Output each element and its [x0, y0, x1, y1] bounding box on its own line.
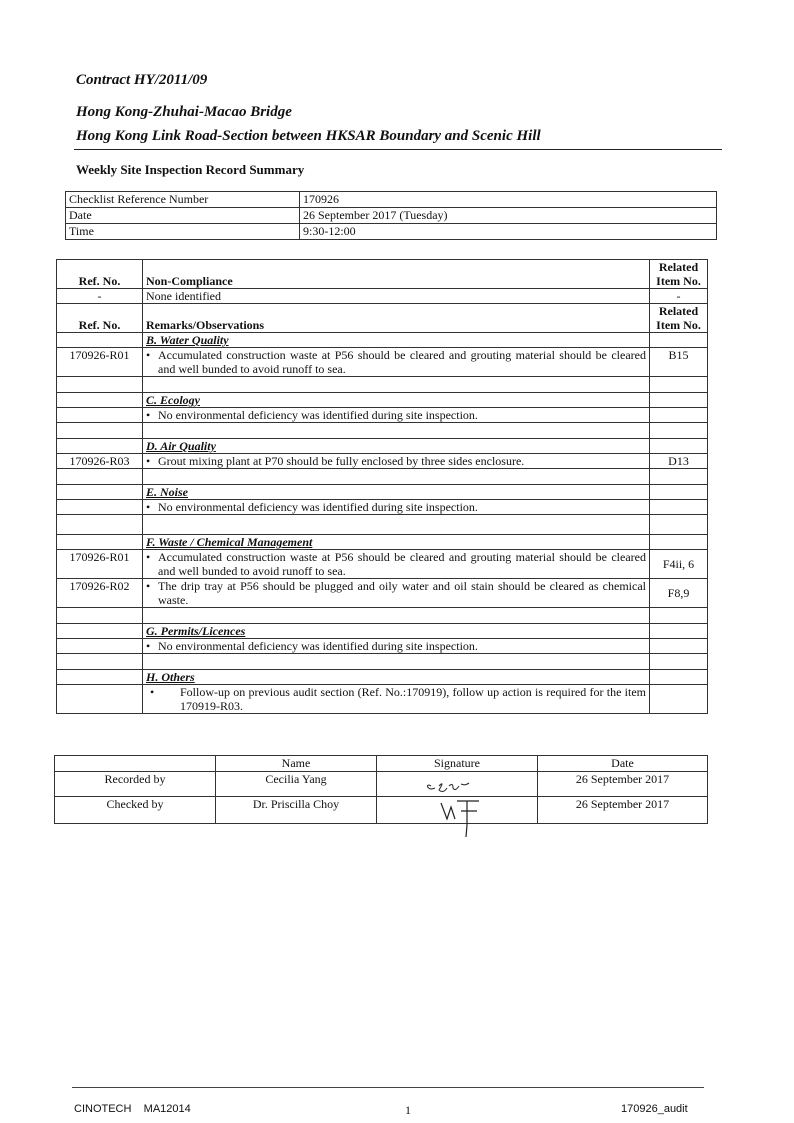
signoff-row: [55, 772, 708, 797]
signoff-row: [55, 797, 708, 824]
table-row: [57, 685, 708, 714]
footer-file-ref: 170926_audit: [621, 1103, 688, 1115]
desc-cell: • Follow-up on previous audit section (Ref. No.:170919), follow up action is required for the item 170919-R03.: [143, 685, 650, 714]
remarks-header-row: [57, 304, 708, 333]
col-remarks-header: Remarks/Observations: [143, 304, 650, 333]
desc-cell: • No environmental deficiency was identified during site inspection.: [143, 639, 650, 654]
handwritten-signature-icon: [417, 797, 497, 823]
info-row: [66, 224, 717, 240]
header-divider: [74, 149, 722, 150]
signature-header: Signature: [377, 756, 538, 772]
project-title-line1: Hong Kong-Zhuhai-Macao Bridge: [76, 104, 292, 120]
section-row-waste: [57, 535, 708, 550]
page-number: 1: [405, 1103, 411, 1117]
table-row: [57, 289, 708, 304]
role-cell: Recorded by: [55, 772, 216, 797]
name-cell: Cecilia Yang: [216, 772, 377, 797]
section-row-noise: [57, 485, 708, 500]
item-cell: -: [650, 289, 708, 304]
section-title: H. Others: [143, 670, 650, 685]
ref-cell: 170926-R03: [57, 454, 143, 469]
document-subtitle: Weekly Site Inspection Record Summary: [76, 162, 305, 177]
item-cell: F4ii, 6: [650, 550, 708, 579]
desc-cell: • No environmental deficiency was identified during site inspection.: [143, 500, 650, 515]
table-row: [57, 408, 708, 423]
date-cell: 26 September 2017: [538, 797, 708, 824]
col-item-header: Related Item No.: [650, 260, 708, 289]
table-row: [57, 639, 708, 654]
role-cell: Checked by: [55, 797, 216, 824]
section-row-permits: [57, 624, 708, 639]
footer-divider: [72, 1087, 704, 1088]
section-row-others: [57, 670, 708, 685]
col-item-header: Related Item No.: [650, 304, 708, 333]
desc-cell: None identified: [143, 289, 650, 304]
info-value: 9:30-12:00: [300, 224, 717, 240]
info-row: [66, 208, 717, 224]
desc-cell: • Accumulated construction waste at P56 should be cleared and grouting material should be cleared and well bunded to avoid runoff to sea.: [143, 348, 650, 377]
signature-cell: [377, 797, 538, 824]
date-header: Date: [538, 756, 708, 772]
table-row: [57, 500, 708, 515]
section-row-water: [57, 333, 708, 348]
info-value: 26 September 2017 (Tuesday): [300, 208, 717, 224]
table-row: [57, 454, 708, 469]
signoff-table: [54, 755, 708, 824]
item-cell: B15: [650, 348, 708, 377]
info-row: [66, 192, 717, 208]
handwritten-signature-icon: [417, 772, 497, 794]
section-title: D. Air Quality: [143, 439, 650, 454]
section-title: G. Permits/Licences: [143, 624, 650, 639]
desc-cell: • The drip tray at P56 should be plugged and oily water and oil stain should be cleared as chemical waste.: [143, 579, 650, 608]
date-cell: 26 September 2017: [538, 772, 708, 797]
section-title: C. Ecology: [143, 393, 650, 408]
info-label: Time: [66, 224, 300, 240]
info-table: [65, 191, 717, 240]
ref-cell: 170926-R01: [57, 348, 143, 377]
signature-cell: [377, 772, 538, 797]
table-row: [57, 348, 708, 377]
footer-company: CINOTECH MA12014: [74, 1103, 191, 1115]
col-ref-header: Ref. No.: [57, 304, 143, 333]
col-ref-header: Ref. No.: [57, 260, 143, 289]
ref-cell: 170926-R02: [57, 579, 143, 608]
desc-cell: • No environmental deficiency was identified during site inspection.: [143, 408, 650, 423]
section-row-air: [57, 439, 708, 454]
section-title: B. Water Quality: [143, 333, 650, 348]
table-row: [57, 579, 708, 608]
item-cell: D13: [650, 454, 708, 469]
section-row-ecology: [57, 393, 708, 408]
desc-cell: • Accumulated construction waste at P56 should be cleared and grouting material should be cleared and well bunded to avoid runoff to sea.: [143, 550, 650, 579]
item-cell: F8,9: [650, 579, 708, 608]
info-label: Checklist Reference Number: [66, 192, 300, 208]
info-value: 170926: [300, 192, 717, 208]
info-label: Date: [66, 208, 300, 224]
contract-number: Contract HY/2011/09: [76, 72, 208, 88]
name-cell: Dr. Priscilla Choy: [216, 797, 377, 824]
section-title: F. Waste / Chemical Management: [143, 535, 650, 550]
ref-cell: -: [57, 289, 143, 304]
inspection-table: [56, 259, 708, 714]
name-header: Name: [216, 756, 377, 772]
nc-header-row: [57, 260, 708, 289]
project-title-line2: Hong Kong Link Road-Section between HKSAR Boundary and Scenic Hill: [76, 128, 541, 144]
desc-cell: • Grout mixing plant at P70 should be fully enclosed by three sides enclosure.: [143, 454, 650, 469]
ref-cell: 170926-R01: [57, 550, 143, 579]
col-noncompliance-header: Non-Compliance: [143, 260, 650, 289]
signoff-header-row: [55, 756, 708, 772]
section-title: E. Noise: [143, 485, 650, 500]
blank-header: [55, 756, 216, 772]
table-row: [57, 550, 708, 579]
